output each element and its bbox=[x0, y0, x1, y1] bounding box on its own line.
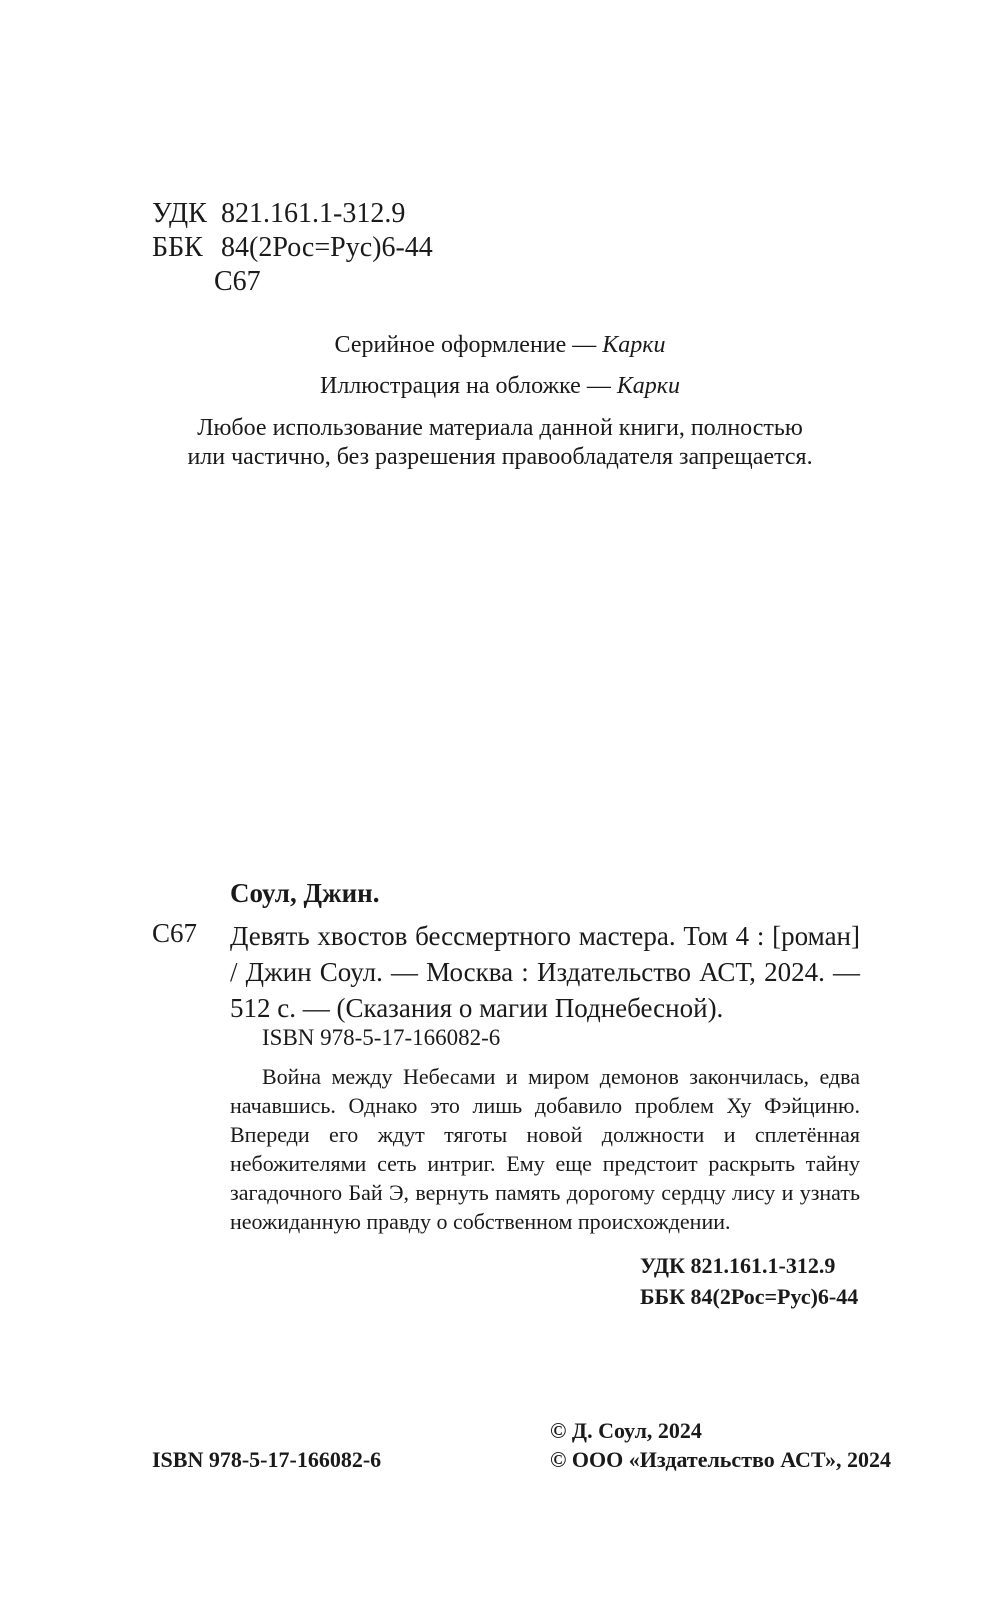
copyright-publisher: © ООО «Издательство АСТ», 2024 bbox=[550, 1447, 892, 1472]
series-design-credit bbox=[0, 329, 1000, 361]
card-annotation: Война между Небесами и миром демонов закончилась, едва начавшись. Однако это лишь добавило проблем Ху Фэйциню. Впереди его ждут тяготы новой должности и сплетённая небожителями сеть интриг. Ему еще предстоит раскрыть тайну загадочного Бай Э, вернуть память дорогому сердцу лису и узнать неожиданную правду о собственном происхождении. bbox=[230, 1064, 860, 1234]
card-description: Девять хвостов бессмертного мастера. Том 4 : [роман] / Джин Соул. — Москва : Издательство АСТ, 2024. — 512 с. — (Сказания о магии Поднебесной). bbox=[230, 921, 860, 1023]
cover-illustration-prefix: Иллюстрация на обложке — bbox=[320, 373, 617, 399]
copyright-author: © Д. Соул, 2024 bbox=[550, 1418, 702, 1443]
udk-row bbox=[152, 197, 405, 231]
card-author: Соул, Джин. bbox=[230, 878, 380, 908]
series-design-prefix: Серийное оформление — bbox=[334, 332, 603, 358]
footer-isbn: ISBN 978-5-17-166082-6 bbox=[152, 1447, 382, 1472]
cover-illustration-credit bbox=[0, 370, 1000, 402]
cover-illustration-name: Карки bbox=[616, 373, 680, 399]
udk-value: 821.161.1-312.9 bbox=[221, 198, 406, 229]
card-author-code: С67 bbox=[152, 918, 198, 948]
rights-line-1: Любое использование материала данной книги, полностью bbox=[197, 415, 803, 441]
bbk-row bbox=[152, 231, 433, 265]
card-bbk: ББК 84(2Рос=Рус)6-44 bbox=[640, 1284, 859, 1309]
bbk-label: ББК bbox=[152, 232, 203, 263]
series-design-name: Карки bbox=[602, 332, 666, 358]
card-isbn: ISBN 978-5-17-166082-6 bbox=[262, 1025, 501, 1050]
rights-line-2: или частично, без разрешения правообладателя запрещается. bbox=[187, 444, 813, 470]
bbk-value: 84(2Рос=Рус)6-44 bbox=[221, 232, 433, 263]
author-code-top: С67 bbox=[214, 266, 261, 297]
udk-label: УДК bbox=[152, 198, 207, 229]
card-udk: УДК 821.161.1-312.9 bbox=[640, 1253, 836, 1278]
